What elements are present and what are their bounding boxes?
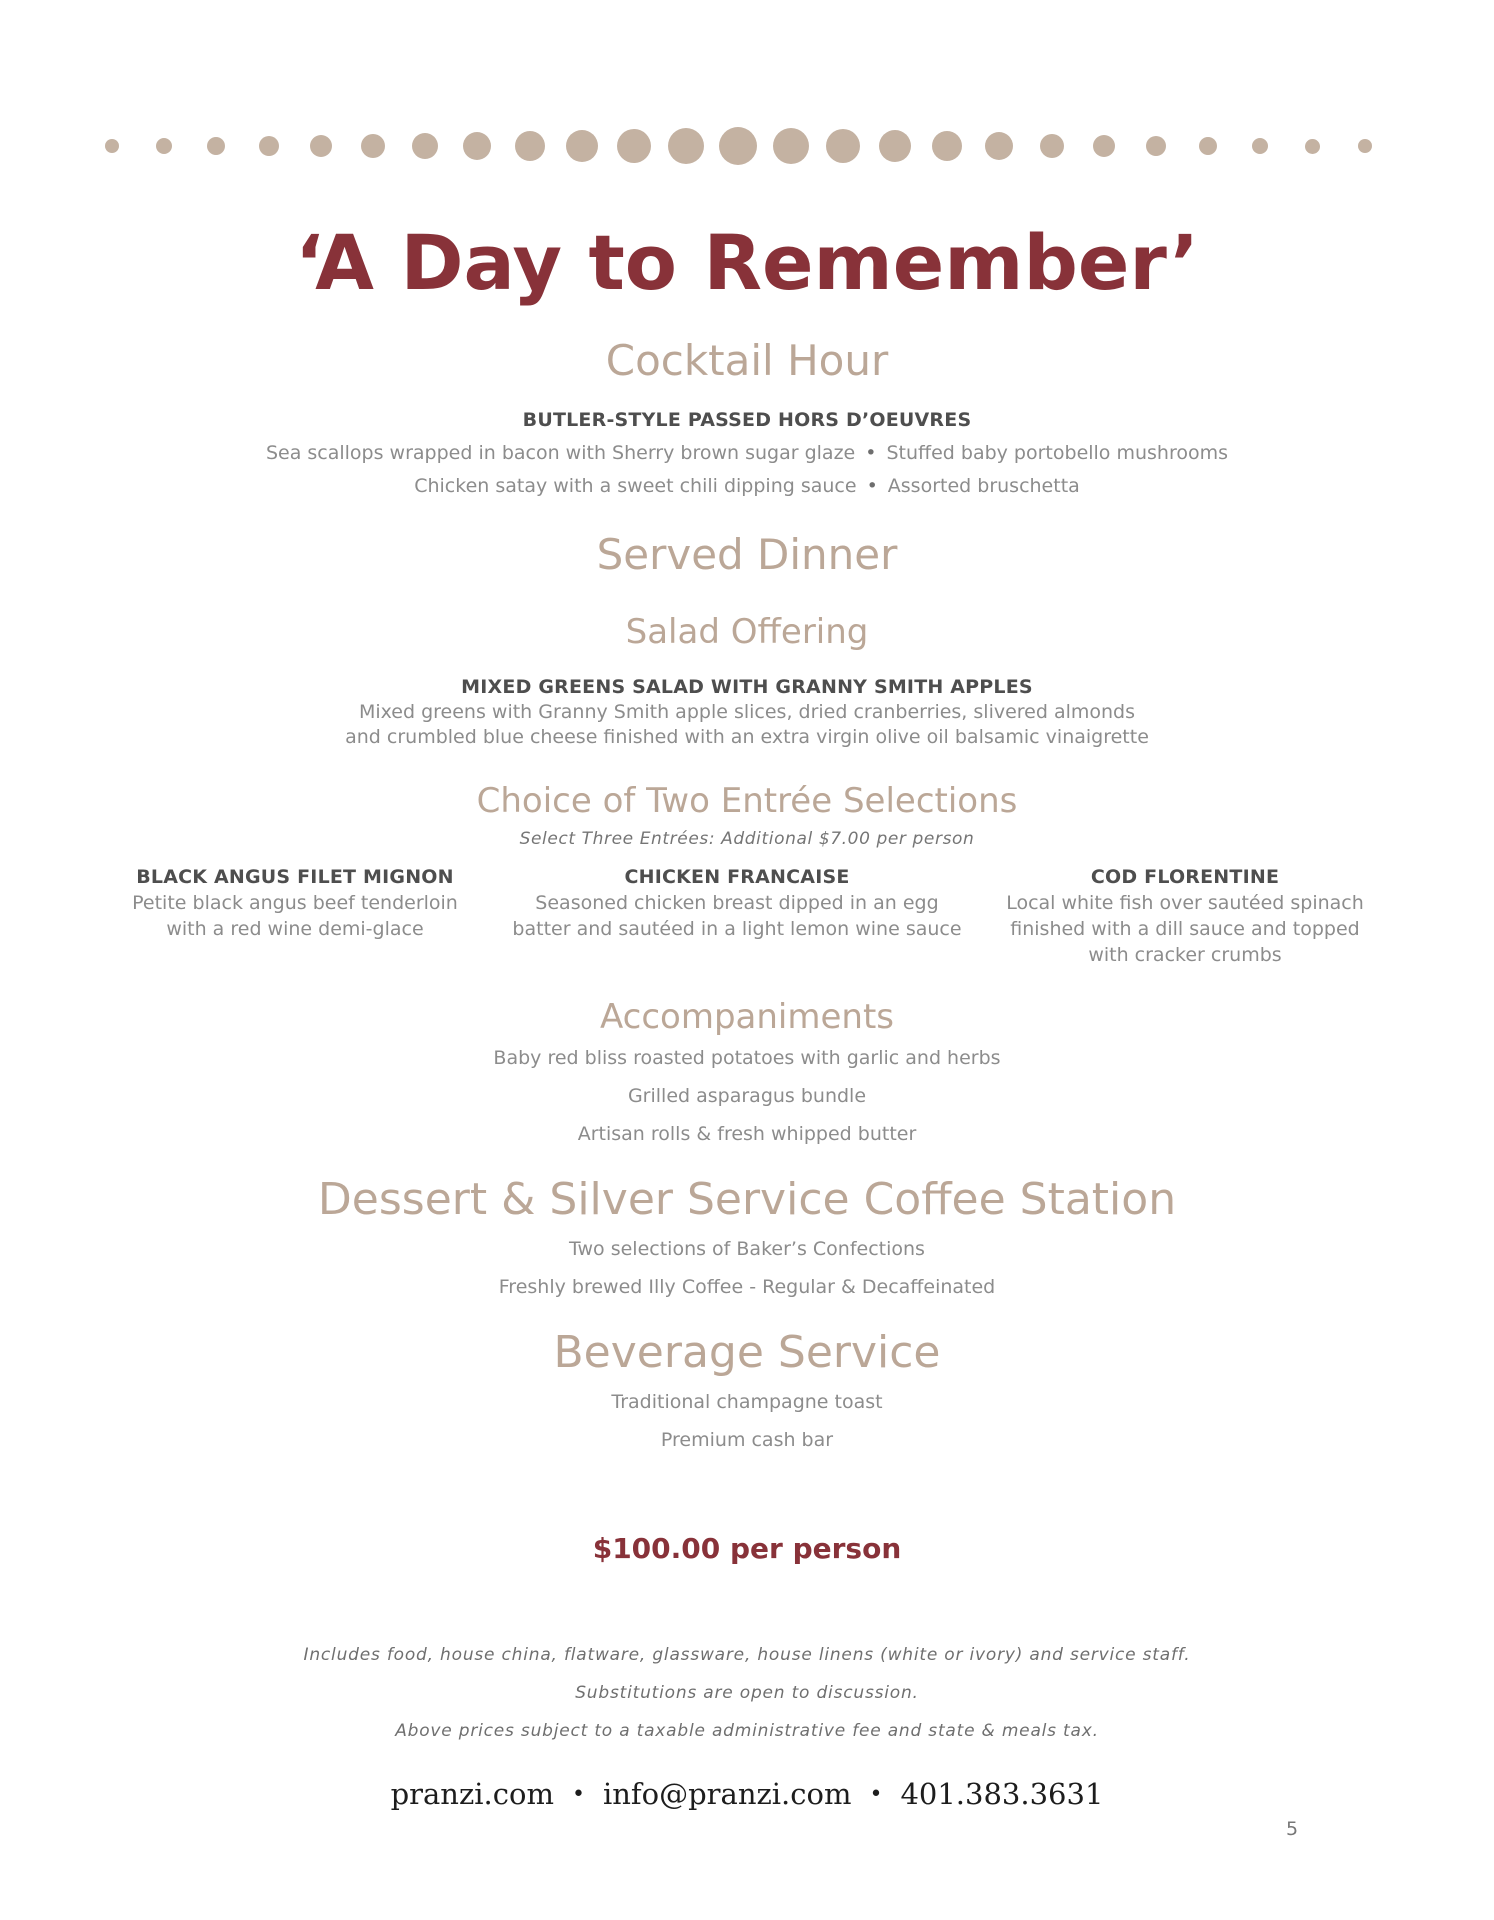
accompaniments-heading: Accompaniments [599,997,894,1037]
decorative-dot [932,131,962,161]
decorative-dot [773,128,809,164]
bullet-separator: • [865,442,877,464]
entree-pricing-note: Select Three Entrées: Additional $7.00 per person [519,829,975,849]
entree-filet-mignon [110,866,480,942]
accompaniment-item: Baby red bliss roasted potatoes with garlic and herbs [493,1047,1001,1069]
decorative-dot [310,135,332,157]
bullet-separator: • [571,1782,585,1807]
footer-note: Above prices subject to a taxable administrative fee and state & meals tax. [395,1721,1099,1741]
hors-doeuvre-item: Chicken satay with a sweet chili dipping sauce [414,475,857,497]
decorative-dot [463,132,491,160]
decorative-dot [1040,134,1064,158]
accompaniment-item: Grilled asparagus bundle [627,1085,867,1107]
entree-description: with cracker crumbs [1088,944,1282,966]
entree-selections-heading: Choice of Two Entrée Selections [476,781,1018,821]
cocktail-hour-heading: Cocktail Hour [605,336,889,385]
hors-doeuvre-item: Stuffed baby portobello mushrooms [886,442,1229,464]
dessert-heading: Dessert & Silver Service Coffee Station [317,1174,1177,1225]
decorative-dot [985,132,1013,160]
page-number: 5 [1286,1818,1299,1840]
decorative-dot [1358,139,1372,153]
decorative-dot [1305,139,1320,154]
decorative-dot [412,133,438,159]
beverage-item: Traditional champagne toast [611,1391,883,1413]
decorative-dot [617,129,651,163]
email-link[interactable]: info@pranzi.com [602,1777,852,1811]
decorative-dot [515,131,545,161]
entree-description: with a red wine demi-glace [166,918,424,940]
salad-description-line-2: and crumbled blue cheese finished with an extra virgin olive oil balsamic vinaigrette [345,726,1149,748]
accompaniment-item: Artisan rolls & fresh whipped butter [577,1123,917,1145]
contact-line [0,1777,1494,1811]
entree-description: finished with a dill sauce and topped [1010,918,1360,940]
salad-offering-heading: Salad Offering [625,612,869,652]
decorative-dot [1093,135,1115,157]
bullet-separator: • [869,1782,883,1807]
entree-description: Local white fish over sautéed spinach [1006,892,1364,914]
beverage-item: Premium cash bar [660,1429,834,1451]
entree-description: batter and sautéed in a light lemon wine sauce [512,918,962,940]
package-price: $100.00 per person [592,1532,902,1565]
decorative-dot [566,130,598,162]
entree-title: COD FLORENTINE [1090,866,1280,888]
entree-title: BLACK ANGUS FILET MIGNON [136,866,454,888]
decorative-dot [826,129,860,163]
entree-chicken-francaise [492,866,982,942]
bullet-separator: • [866,475,878,497]
decorative-dot [1252,138,1268,154]
dessert-item: Two selections of Baker’s Confections [569,1238,925,1260]
served-dinner-heading: Served Dinner [596,530,898,579]
hors-doeuvre-item: Sea scallops wrapped in bacon with Sherry brown sugar glaze [265,442,856,464]
hors-doeuvres-title: BUTLER-STYLE PASSED HORS D’OEUVRES [522,409,972,431]
salad-title: MIXED GREENS SALAD WITH GRANNY SMITH APPLES [461,676,1033,698]
decorative-dot [668,128,704,164]
decorative-dot [719,127,757,165]
salad-description-line-1: Mixed greens with Granny Smith apple slices, dried cranberries, slivered almonds [358,701,1136,723]
footer-note: Includes food, house china, flatware, glassware, house linens (white or ivory) and service staff. [303,1645,1191,1665]
decorative-dot [361,134,385,158]
hors-doeuvres-line-2 [0,475,1494,497]
entree-cod-florentine [990,866,1380,968]
decorative-dot [1199,137,1217,155]
footer-note: Substitutions are open to discussion. [575,1683,919,1703]
entree-description: Seasoned chicken breast dipped in an egg [535,892,939,914]
page-title: ‘A Day to Remember’ [295,218,1199,307]
dessert-item: Freshly brewed Illy Coffee - Regular & Decaffeinated [498,1276,996,1298]
beverage-heading: Beverage Service [553,1327,941,1378]
decorative-dot [879,130,911,162]
hors-doeuvre-item: Assorted bruschetta [887,475,1080,497]
website-link[interactable]: pranzi.com [390,1777,554,1811]
entree-description: Petite black angus beef tenderloin [132,892,458,914]
decorative-dot [105,139,119,153]
decorative-dot [259,136,279,156]
decorative-dot [207,137,225,155]
entree-title: CHICKEN FRANCAISE [624,866,850,888]
decorative-dot [156,138,172,154]
decorative-dot [1146,136,1166,156]
hors-doeuvres-line-1 [0,442,1494,464]
phone-number[interactable]: 401.383.3631 [900,1777,1104,1811]
